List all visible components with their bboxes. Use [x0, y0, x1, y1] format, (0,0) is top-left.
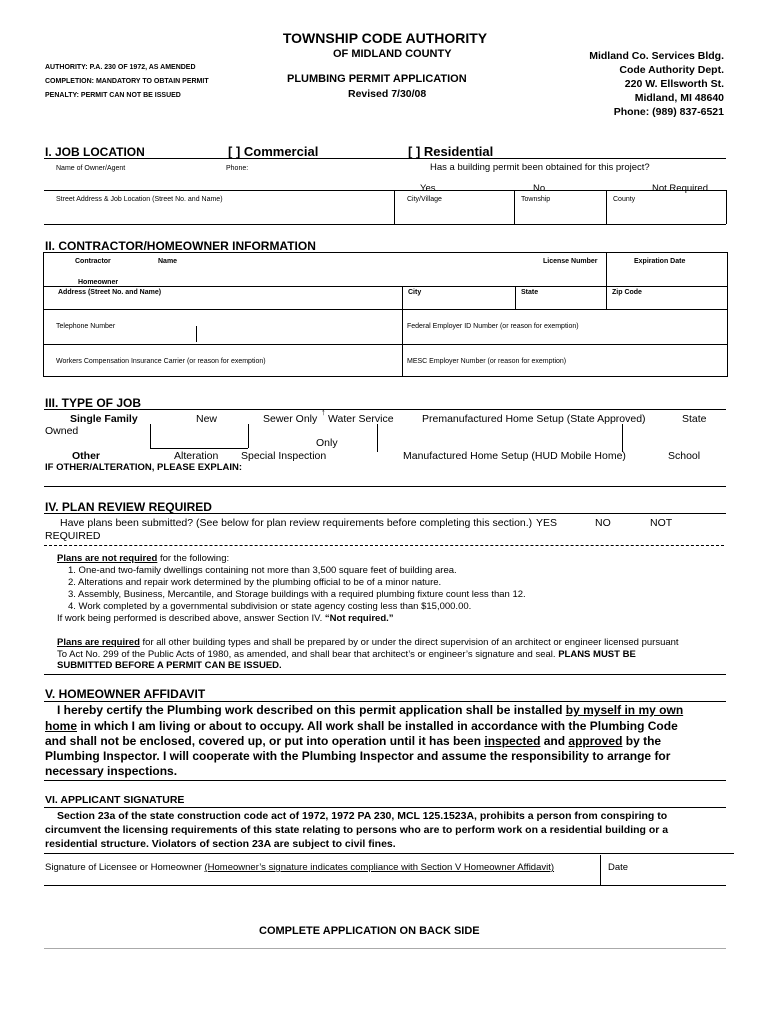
exemption-item-3: 3. Assembly, Business, Mercantile, and Storage buildings with a required plumbing fixture count less than 12. [68, 589, 526, 600]
affidavit-line-1 [57, 703, 683, 717]
affidavit-line-5: necessary inspections. [45, 764, 178, 778]
mesc-label: MESC Employer Number (or reason for exemption) [407, 358, 567, 365]
affidavit-and: and [540, 734, 569, 748]
revised-date: Revised 7/30/08 [348, 88, 427, 100]
sewer-only-option[interactable]: Sewer Only [263, 413, 318, 425]
exemption-item-1: 1. One-and two-family dwellings containing not more than 3,500 square feet of building area. [68, 565, 457, 576]
owned-text: Owned [45, 425, 79, 437]
exemption-item-2: 2. Alterations and repair work determined by the plumbing official to be of a minor nature. [68, 577, 442, 588]
affidavit-l1-underlined: by myself in my own [565, 703, 684, 717]
if-work-bold: “Not required.” [324, 613, 394, 624]
plans-no-option[interactable]: NO [595, 517, 611, 529]
signature-law-line-3: residential structure. Violators of section 23A are subject to civil fines. [45, 838, 396, 850]
affidavit-l2-underlined: home [45, 719, 78, 733]
building-permit-question: Has a building permit been obtained for this project? [430, 162, 650, 173]
permit-yes-option[interactable]: Yes [420, 183, 436, 194]
affidavit-l1-text: I hereby certify the Plumbing work described on this permit application shall be installed [57, 703, 566, 717]
explain-label: IF OTHER/ALTERATION, PLEASE EXPLAIN: [45, 462, 243, 473]
permit-not-required-option[interactable]: Not Required [652, 183, 708, 194]
water-only-text: Only [316, 437, 338, 449]
affidavit-line-4: Plumbing Inspector. I will cooperate with the Plumbing Inspector and assume the responsibility to arrange for [45, 749, 671, 763]
city-village-label: City/Village [407, 196, 442, 203]
signature-note: (Homeowner’s signature indicates compliance with Section V Homeowner Affidavit) [204, 862, 555, 873]
section-job-location-heading: I. JOB LOCATION [45, 145, 145, 159]
affidavit-line-2 [45, 719, 678, 733]
address-line-2: Code Authority Dept. [619, 64, 724, 76]
plans-required-text: REQUIRED [45, 530, 101, 542]
address-line-1: Midland Co. Services Bldg. [589, 50, 724, 62]
signature-law-line-1: Section 23a of the state construction code act of 1972, 1972 PA 230, MCL 125.1523A, prohibits a person from conspiring to [57, 810, 668, 822]
plans-required-title: Plans are required [57, 637, 140, 648]
contractor-state-label: State [521, 289, 539, 296]
plans-required-line-1 [57, 637, 679, 648]
contractor-name-label: Name [158, 258, 178, 265]
section-signature-heading: VI. APPLICANT SIGNATURE [45, 794, 185, 806]
plans-submitted-question: Have plans been submitted? (See below for plan review requirements before completing this section.) [60, 517, 533, 529]
form-title: PLUMBING PERMIT APPLICATION [287, 73, 467, 85]
address-line-3: 220 W. Ellsworth St. [624, 78, 724, 90]
plans-not-required-intro [57, 553, 229, 564]
authority-text: AUTHORITY: P.A. 230 OF 1972, AS AMENDED [45, 64, 196, 71]
if-work-text: If work being performed is described above, answer Section IV. [57, 613, 325, 624]
plans-not-required-title: Plans are not required [57, 553, 158, 564]
plans-required-line2-bold: PLANS MUST BE [558, 649, 636, 660]
telephone-label: Telephone Number [56, 323, 116, 330]
state-option[interactable]: State [682, 413, 707, 425]
phone-label: Phone: [226, 165, 249, 172]
owner-agent-label: Name of Owner/Agent [56, 165, 126, 172]
date-field-label[interactable]: Date [608, 862, 629, 873]
county-label: County [613, 196, 636, 203]
arrow-up-icon: ↑ [321, 407, 326, 417]
workers-comp-label: Workers Compensation Insurance Carrier (or reason for exemption) [56, 358, 266, 365]
agency-title: TOWNSHIP CODE AUTHORITY [282, 30, 488, 46]
penalty-text: PENALTY: PERMIT CAN NOT BE ISSUED [45, 92, 181, 99]
plans-not-required-rest: for the following: [157, 553, 230, 564]
new-option[interactable]: New [196, 413, 218, 425]
residential-checkbox[interactable]: [ ] Residential [408, 144, 494, 159]
license-number-label: License Number [543, 258, 598, 265]
zip-code-label: Zip Code [612, 289, 642, 296]
completion-text: COMPLETION: MANDATORY TO OBTAIN PERMIT [45, 78, 209, 85]
single-family-option[interactable]: Single Family [70, 413, 138, 425]
special-inspection-option[interactable]: Special Inspection [241, 450, 327, 462]
plans-required-line2-text: To Act No. 299 of the Public Acts of 1980, as amended, and shall bear that architect’s or engineer’s signature and seal. [57, 649, 559, 660]
plans-required-line-3: SUBMITTED BEFORE A PERMIT CAN BE ISSUED. [57, 660, 282, 671]
plans-not-option[interactable]: NOT [650, 517, 673, 529]
homeowner-label: Homeowner [78, 279, 119, 286]
plans-yes-option[interactable]: YES [536, 517, 558, 529]
plans-required-line-2 [57, 649, 636, 660]
plans-required-rest: for all other building types and shall be prepared by or under the direct supervision of an architect or engineer licensed pursuant [139, 637, 679, 648]
alteration-option[interactable]: Alteration [174, 450, 219, 462]
affidavit-approved: approved [568, 734, 623, 748]
expiration-date-label: Expiration Date [634, 258, 686, 265]
township-label: Township [521, 196, 551, 203]
section-contractor-heading: II. CONTRACTOR/HOMEOWNER INFORMATION [45, 239, 316, 253]
if-work-described [57, 613, 394, 624]
affidavit-l2-text: in which I am living or about to occupy. All work shall be installed in accordance with the Plumbing Code [77, 719, 678, 733]
contractor-city-label: City [408, 289, 422, 296]
agency-subtitle: OF MIDLAND COUNTY [333, 48, 452, 60]
address-label: Address (Street No. and Name) [58, 289, 162, 296]
agency-address [589, 49, 724, 119]
signature-law-line-2: circumvent the licensing requirements of this state relating to persons who are to perform work on a residential building or a [45, 824, 669, 836]
signature-field-label[interactable] [45, 862, 554, 873]
section-plan-review-heading: IV. PLAN REVIEW REQUIRED [45, 500, 212, 514]
signature-label: Signature of Licensee or Homeowner [45, 862, 205, 873]
commercial-checkbox[interactable]: [ ] Commercial [228, 144, 319, 159]
school-option[interactable]: School [668, 450, 701, 462]
address-phone: Phone: (989) 837-6521 [613, 106, 724, 118]
street-address-label: Street Address & Job Location (Street No. and Name) [56, 196, 223, 203]
manufactured-home-option[interactable]: Manufactured Home Setup (HUD Mobile Home) [403, 450, 626, 462]
footer-note: COMPLETE APPLICATION ON BACK SIDE [259, 925, 480, 937]
section-type-of-job-heading: III. TYPE OF JOB [45, 396, 142, 410]
affidavit-l3-text: and shall not be enclosed, covered up, or put into operation until it has been [45, 734, 485, 748]
premanufactured-home-option[interactable]: Premanufactured Home Setup (State Approved) [422, 413, 646, 425]
fein-label: Federal Employer ID Number (or reason for exemption) [407, 323, 579, 330]
section-affidavit-heading: V. HOMEOWNER AFFIDAVIT [45, 687, 206, 701]
water-service-option[interactable]: Water Service [328, 413, 394, 425]
affidavit-inspected: inspected [484, 734, 541, 748]
address-line-4: Midland, MI 48640 [634, 92, 724, 104]
permit-no-option[interactable]: No [533, 183, 546, 194]
affidavit-line-3 [45, 734, 661, 748]
contractor-label: Contractor [75, 258, 111, 265]
affidavit-by-the: by the [622, 734, 662, 748]
other-option[interactable]: Other [72, 450, 101, 462]
exemption-item-4: 4. Work completed by a governmental subdivision or state agency costing less than $15,000.00. [68, 601, 472, 612]
